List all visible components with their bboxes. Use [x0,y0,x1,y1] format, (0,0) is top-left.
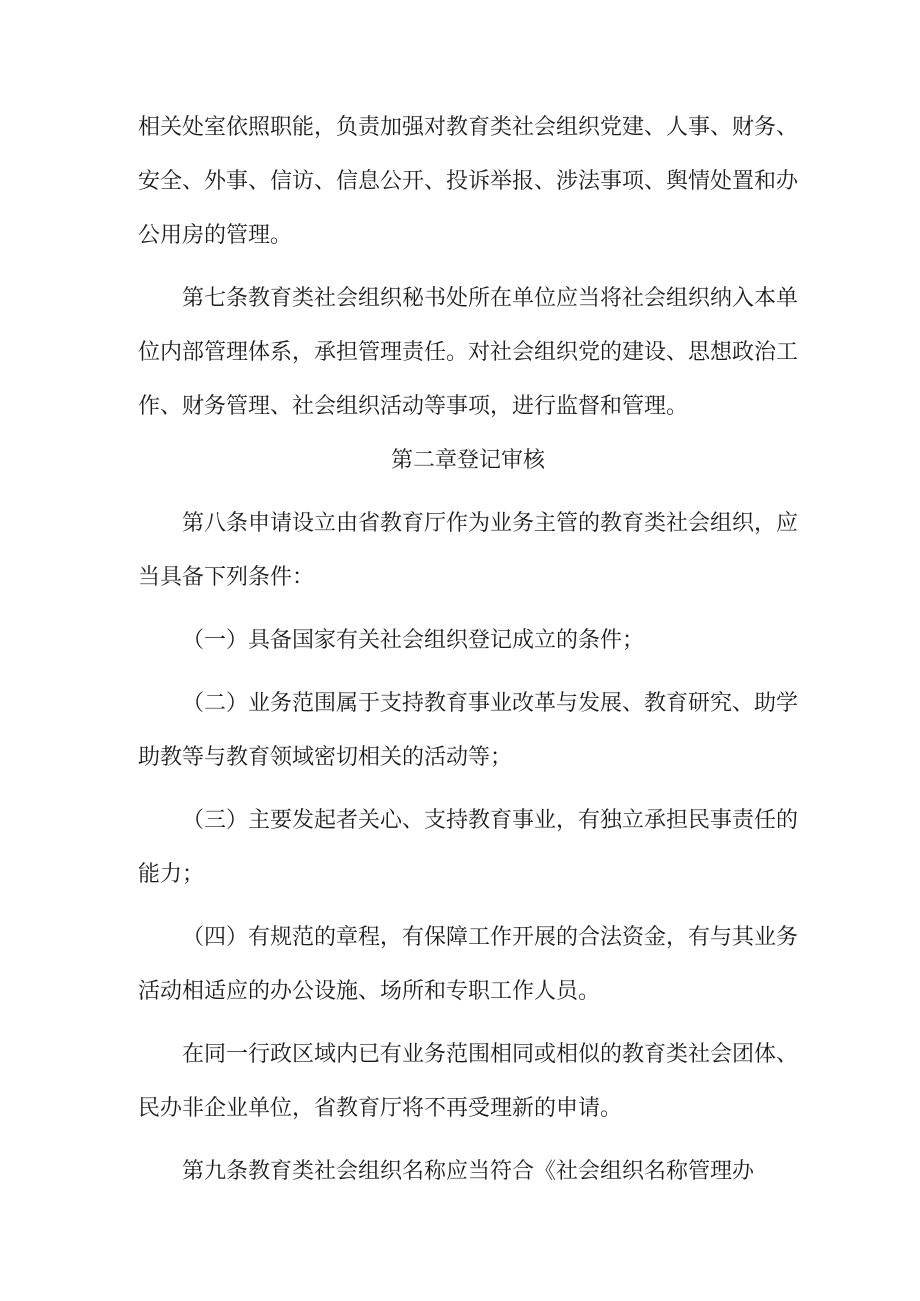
condition-1: （一）具备国家有关社会组织登记成立的条件； [182,628,645,653]
condition-3: （三）主要发起者关心、支持教育事业，有独立承担民事责任的能力； [138,808,799,887]
article-9-paragraph: 第九条教育类社会组织名称应当符合《社会组织名称管理办 [182,1159,755,1184]
article-7-paragraph: 第七条教育类社会组织秘书处所在单位应当将社会组织纳入本单位内部管理体系，承担管理责任。对社会组织党的建设、思想政治工作、财务管理、社会组织活动等事项，进行监督和管理。 [138,286,799,419]
article-8-paragraph: 第八条申请设立由省教育厅作为业务主管的教育类社会组织，应当具备下列条件： [138,511,799,590]
paragraph-continued: 相关处室依照职能，负责加强对教育类社会组织党建、人事、财务、安全、外事、信访、信息公开、投诉举报、涉法事项、舆情处置和办公用房的管理。 [138,115,799,248]
condition-4: （四）有规范的章程，有保障工作开展的合法资金，有与其业务活动相适应的办公设施、场所和专职工作人员。 [138,925,799,1004]
duplicate-scope-paragraph: 在同一行政区域内已有业务范围相同或相似的教育类社会团体、民办非企业单位，省教育厅将不再受理新的申请。 [138,1042,799,1121]
chapter-heading: 第二章登记审核 [390,448,545,473]
condition-2: （二）业务范围属于支持教育事业改革与发展、教育研究、助学助教等与教育领域密切相关的活动等； [138,691,799,770]
